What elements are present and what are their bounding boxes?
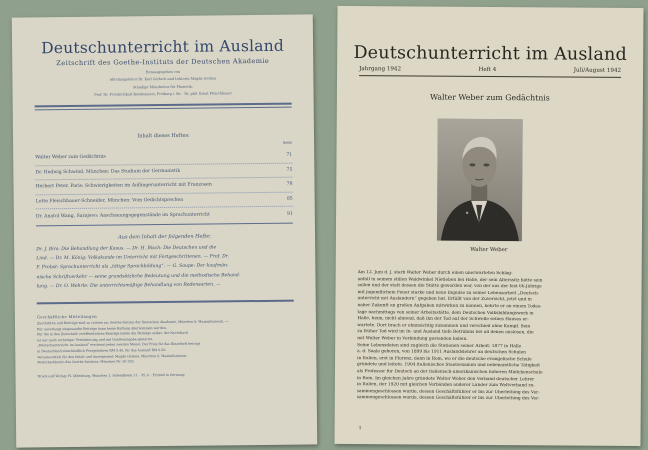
notes-line: Druck und Verlag: H. Olbenburg, München 1, Schleißheim 11. · Pl. 4. · Printed in Germany. [37, 372, 186, 379]
article-body [357, 270, 620, 404]
business-notes-heading: Geschäftliche Mitteilungen [36, 313, 98, 320]
body-line: unterricht mit Ausländern“ gegeben hat. Erfüllt von der Zuversicht, jetzt und in [357, 296, 532, 303]
article-heading: Walter Weber zum Gedächtnis [429, 92, 550, 103]
body-line: als Professor für Deutsch an der italienisch-amerikanischen höheren Mädchenschule [356, 368, 543, 376]
editor-line: Ständige Mitarbeiter für Phonetik: [133, 84, 193, 90]
body-line: anfall in seinem stillen Waldwinkel Nietleben bei Halle, der sein Alterssitz hätte sein [357, 276, 543, 283]
business-notes [37, 319, 295, 380]
toc-entry-text: Dr. Anatol Wang, Sarajevo: Anschauungsgegenstände im Sprachunterricht [35, 212, 210, 220]
notes-line: Verantwortlich für den Inhalt und Anzeigenteil: Magda Gerken, München 6, Maximilianeum. [37, 353, 188, 359]
toc-entry-page: 78 [286, 182, 293, 188]
upcoming-line: Lind. — Dr. M. König: Volkskunde im Unterricht mit Fortgeschrittenen. — Prof. Dr. [36, 254, 229, 262]
notes-line: Für unverlangt eingesandte Beiträge kann keine Haftung übernommen werden. [36, 325, 167, 331]
page-number: 1 [358, 426, 362, 432]
journal-article-page [334, 6, 643, 446]
body-line: Am 12. Juni d. J. starb Walter Weber durch einen unerwarteten Schlag- [357, 270, 513, 277]
issue-date: Juli/August 1942 [573, 67, 622, 74]
cover-subtitle: Zeitschrift des Goethe-Instituts der Deutschen Akademie [56, 56, 270, 68]
issue-meta [359, 66, 621, 74]
body-line: mit jugendlichem Feuer starke und neue Impulse zu seiner Lebensarbeit „Deutsch- [357, 289, 540, 297]
notes-line: Postscheckkonto des Goethe-Instituts: München Nr. 50 320. [37, 359, 135, 365]
divider [37, 300, 294, 305]
upcoming-heading: Aus dem Inhalt der folgenden Hefte: [118, 233, 212, 241]
upcoming-line: nische Schriftverkehr — seine grundsätzliche Bedeutung und die methodische Behand- [36, 272, 241, 280]
portrait-caption: Walter Weber [470, 246, 508, 254]
upcoming-line: Dr. J. Birs: Die Behandlung der Kasus. — Dr. H. Bisch: Die Deutschen und die [36, 245, 217, 253]
issue-number: Heft 4 [478, 66, 497, 74]
body-line: sammengeschlossen wurde, dessen Geschäftsführer er bis zur Überleitung des Ver- [356, 395, 540, 402]
divider [359, 75, 621, 78]
body-line: naher Zukunft an großen Aufgaben mitwirken zu können, kehrte er an einem Todes- [357, 303, 542, 310]
notes-line: Für die in den Zeitschrift veröffentlichten Beiträge haben die Beiträge selbst, der Nachdruck [37, 330, 189, 337]
toc-entry-page: 91 [286, 211, 293, 217]
editor-line: Abteilungsleiter Dr. Karl Gerlach und Lektorin Magda Gerken [109, 76, 217, 82]
body-line: gründete und leitete. 1904 italienisches Staatsexamen und nebenamtliche Tätigkeit [357, 362, 541, 369]
toc-entry-text: Herbert Peter, Paris: Schwierigkeiten im Anfängerunterricht mit Franzosen [35, 182, 212, 190]
toc-entry [36, 207, 293, 223]
editor-line: Herausgegeben von [145, 69, 181, 75]
editor-line: Prof. Dr. Friedrichkarl Roedemeyer, Freiburg i. Br. · Dr. phil. Ernst Fleischhauer [94, 91, 232, 97]
toc-entry-page: 85 [286, 196, 293, 202]
upcoming-contents [36, 243, 293, 292]
portrait-illustration [437, 119, 523, 242]
cover-title: Deutschunterricht im Ausland [41, 36, 285, 58]
notes-line: in Deutschland einschließlich Postgebühren RM 0.40, für das Ausland RM 0.50. [37, 347, 167, 354]
journal-back-cover [12, 14, 317, 447]
body-line: sollen und der statt dessen die Stätte geworden war, von der aus der fast 66-Jährige [357, 283, 542, 290]
body-line: tage nachmittags von seiner Arbeitsstätte, dem Deutschen Volksbildungswerk in [357, 309, 534, 316]
toc-entry-text: Lotte Fleischhauer-Schneider, München: Vom Gedichtsprechen [35, 197, 184, 205]
upcoming-line: lung. — Dr. O. Wehrle: Die unterrichtsmäßige Behandlung von Redensarten. — [36, 282, 221, 290]
body-line: in Rom. Im gleichen Jahre gründete Walter Weber den Verband deutscher Lehrer [356, 375, 535, 382]
journal-title: Deutschunterricht im Ausland [353, 43, 627, 65]
toc-heading: Inhalt dieses Heftes: [137, 132, 190, 140]
body-line: Halle, heim, nicht ahnend, daß ihn der Tod auf der Schwelle seines Hauses er- [357, 316, 529, 323]
body-line: Seine Lebensdaten sind zugleich die Stationen seiner Arbeit: 1877 in Halle [357, 342, 522, 349]
body-line: in Italien, der 1920 mit gleichen Verbänden anderer Länder zum Weltverband zu- [356, 382, 535, 389]
notes-line: ist nur nach vorheriger Vereinbarung und mit Quellenangabe gestattet. [37, 336, 154, 343]
toc-entry-page: 71 [286, 152, 293, 159]
toc-entry-page: 75 [286, 167, 293, 173]
divider [35, 107, 292, 111]
volume-year: Jahrgang 1942 [359, 66, 402, 73]
table-of-contents [35, 149, 293, 224]
toc-entry-text: Dr. Hedwig Schwind, München: Das Studium der Germanistik [35, 168, 181, 176]
body-line: sammengeschlossen wurde, dessen Geschäftsführer er bis zur Überleitung des Ver- [356, 388, 540, 396]
body-line: wartete. Dort brach er ohnmächtig zusammen und verschied ohne Kampf. Sein [357, 322, 531, 330]
toc-entry-text: Walter Weber zum Gedächtnis [35, 154, 106, 161]
body-line: a. d. Saale geboren, von 1899 bis 1911 Auslandslehrer an deutschen Schulen [357, 349, 526, 356]
body-line: in Italien, erst in Florenz, dann in Rom, wo er die deutsche evangelische Schule [357, 355, 532, 363]
notes-line: „Deutschunterricht im Ausland“ erscheint jeden zweiten Monat. Der Preis für das Einzelheft beträgt [37, 342, 201, 348]
body-line: mit Walter Weber in Verbindung gestanden haben. [357, 336, 468, 342]
notes-line: Zuschriften und Beiträge sind zu richten an: Goethe-Institut der Deutschen Akademie, München 6, Maximilianeum. — [36, 319, 229, 326]
toc-page-label: Seite [282, 140, 293, 145]
portrait-photo [437, 119, 523, 242]
divider [36, 223, 293, 227]
upcoming-line: F. Probst: Sprachunterricht als „tätige Sprachbildung“. — G. Saupe: Der kaufmän- [36, 263, 229, 271]
body-line: zu früher Tod wird im In- und Ausland tiefe Betrübnis bei all denen auslösen, die [357, 329, 534, 336]
